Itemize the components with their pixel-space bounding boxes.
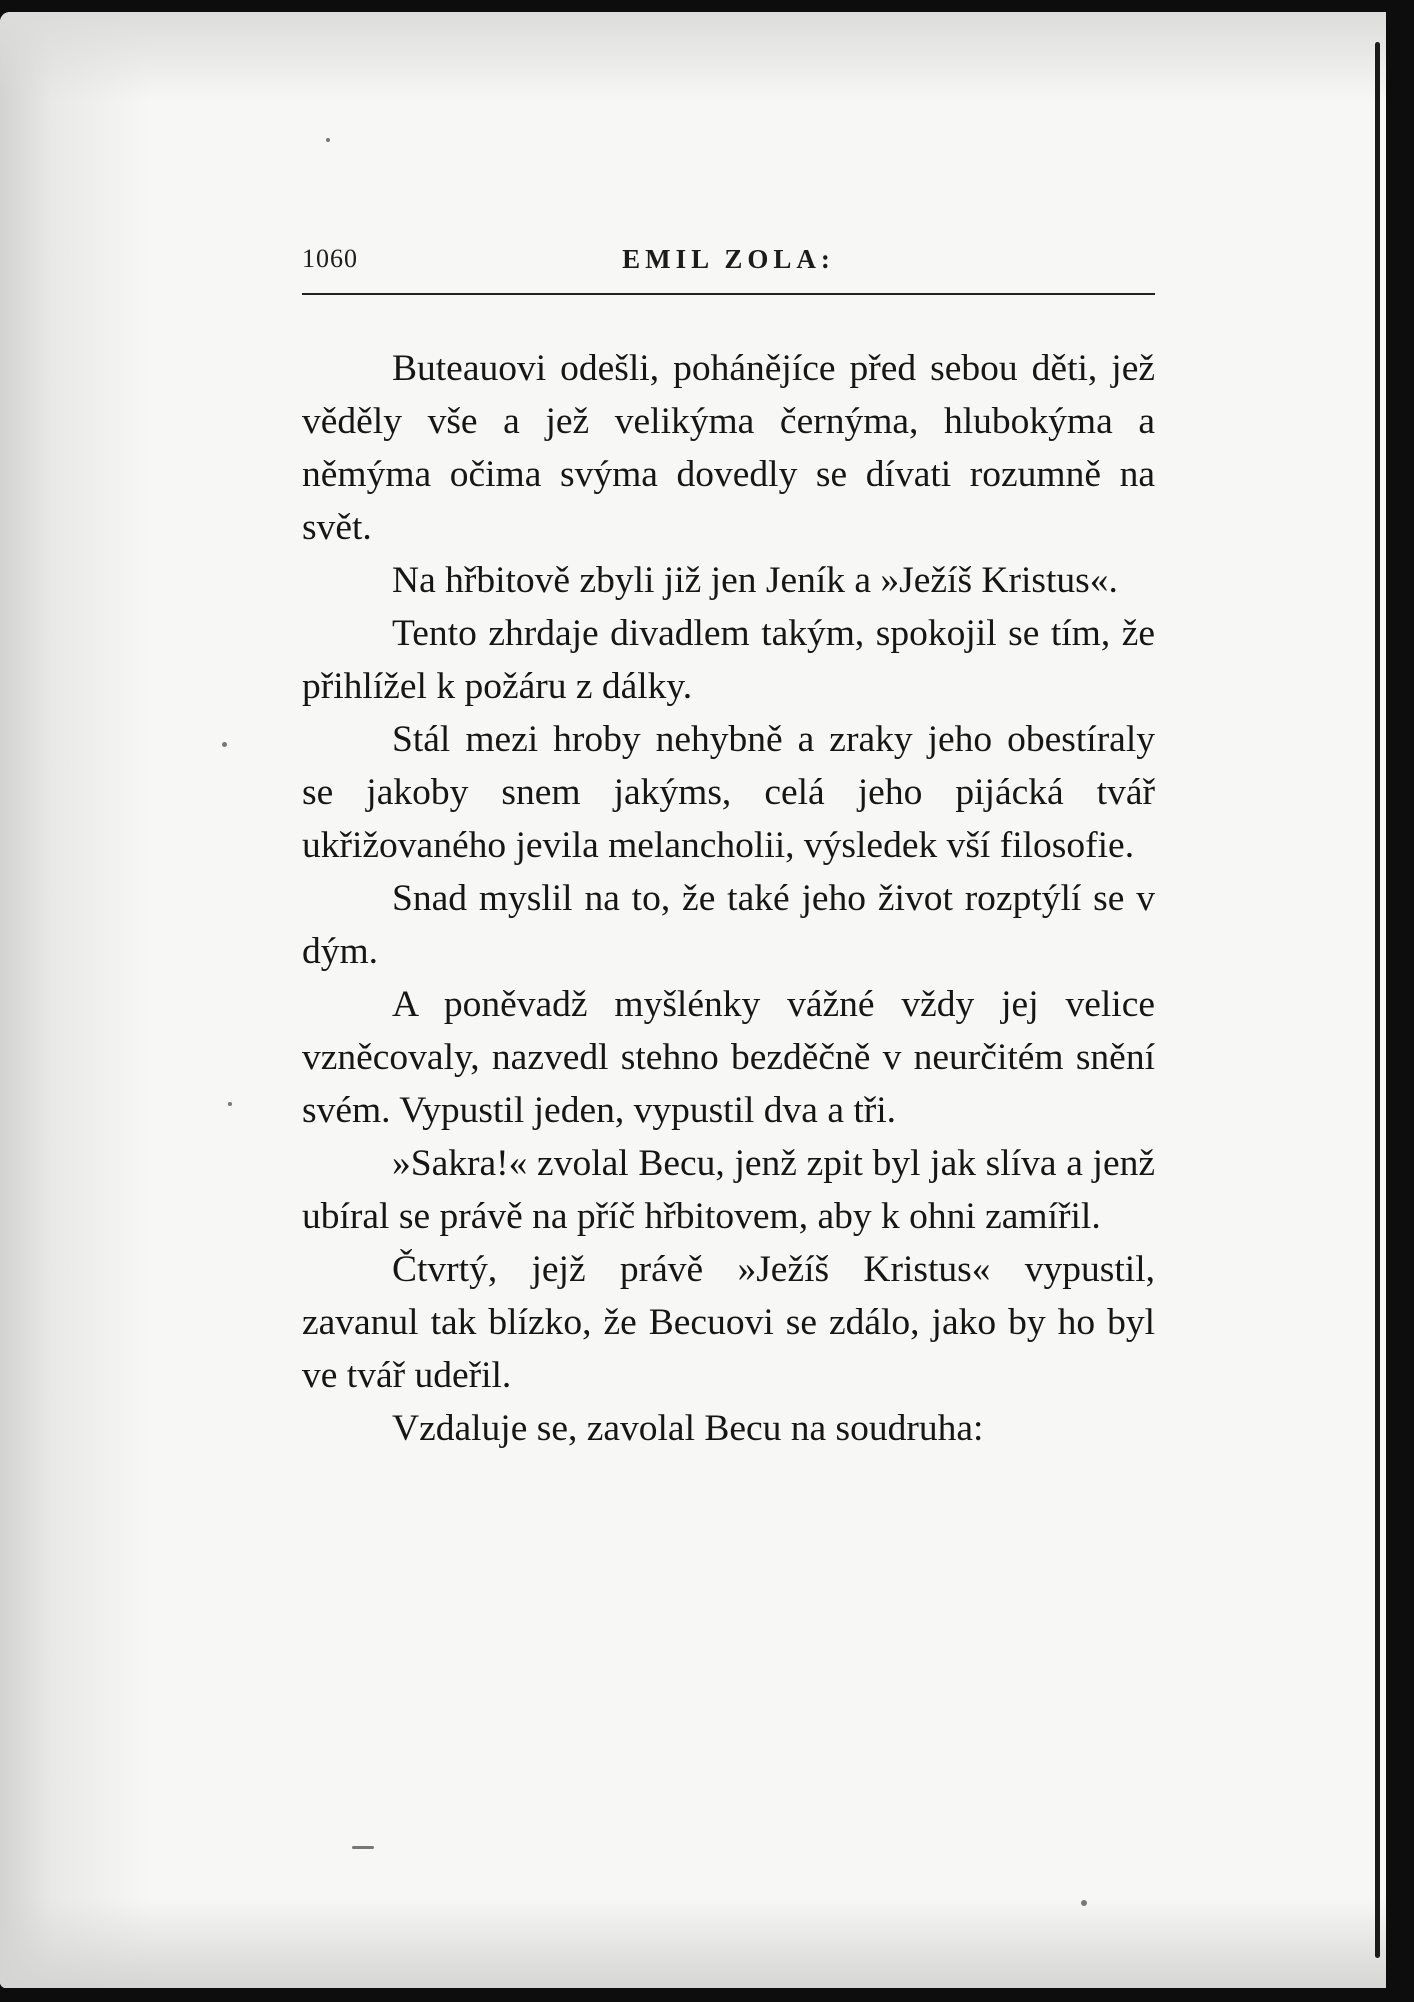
paper-speck — [228, 1102, 232, 1106]
running-header — [302, 238, 1155, 278]
paragraph: Vzdaluje se, zavolal Becu na soudruha: — [392, 1408, 984, 1449]
body-text — [302, 342, 1155, 1455]
paragraph: A poněvadž myšlénky vážné vždy jej velice vzněcovaly, nazvedl stehno bezděčně v neurčitém snění svém. Vypustil jeden, vypustil dva a tři. — [302, 984, 1155, 1131]
paragraph: »Sakra!« zvolal Becu, jenž zpit byl jak slíva a jenž ubíral se právě na příč hřbitovem, aby k ohni zamířil. — [302, 1143, 1155, 1237]
paper-speck — [352, 1846, 374, 1849]
page-top-shadow — [0, 12, 1386, 102]
binding-edge — [1375, 42, 1380, 1958]
paragraph: Čtvrtý, jejž právě »Ježíš Kristus« vypustil, zavanul tak blízko, že Becuovi se zdálo, jako by ho byl ve tvář udeřil. — [302, 1249, 1155, 1396]
paper-speck — [222, 742, 227, 747]
paper-speck — [1081, 1900, 1087, 1906]
page-number: 1060 — [302, 244, 358, 273]
page-edge-shadow — [0, 12, 150, 1988]
paragraph: Stál mezi hroby nehybně a zraky jeho obestíraly se jakoby snem jakýms, celá jeho pijácká tvář ukřižovaného jevila melancholii, výsledek vší filosofie. — [302, 719, 1155, 866]
paragraph: Na hřbitově zbyli již jen Jeník a »Ježíš Kristus«. — [392, 560, 1118, 601]
paper-speck — [326, 138, 330, 142]
book-page — [0, 12, 1386, 1988]
paragraph: Snad myslil na to, že také jeho život rozptýlí se v dým. — [302, 878, 1155, 972]
paragraph: Buteauovi odešli, pohánějíce před sebou děti, jež věděly vše a jež velikýma černýma, hlubokýma a němýma očima svýma dovedly se dívati rozumně na svět. — [302, 348, 1155, 548]
running-title: EMIL ZOLA: — [622, 244, 835, 274]
header-rule — [302, 293, 1155, 295]
paragraph: Tento zhrdaje divadlem takým, spokojil se tím, že přihlížel k požáru z dálky. — [302, 613, 1155, 707]
page-bottom-shadow — [0, 1898, 1386, 1988]
